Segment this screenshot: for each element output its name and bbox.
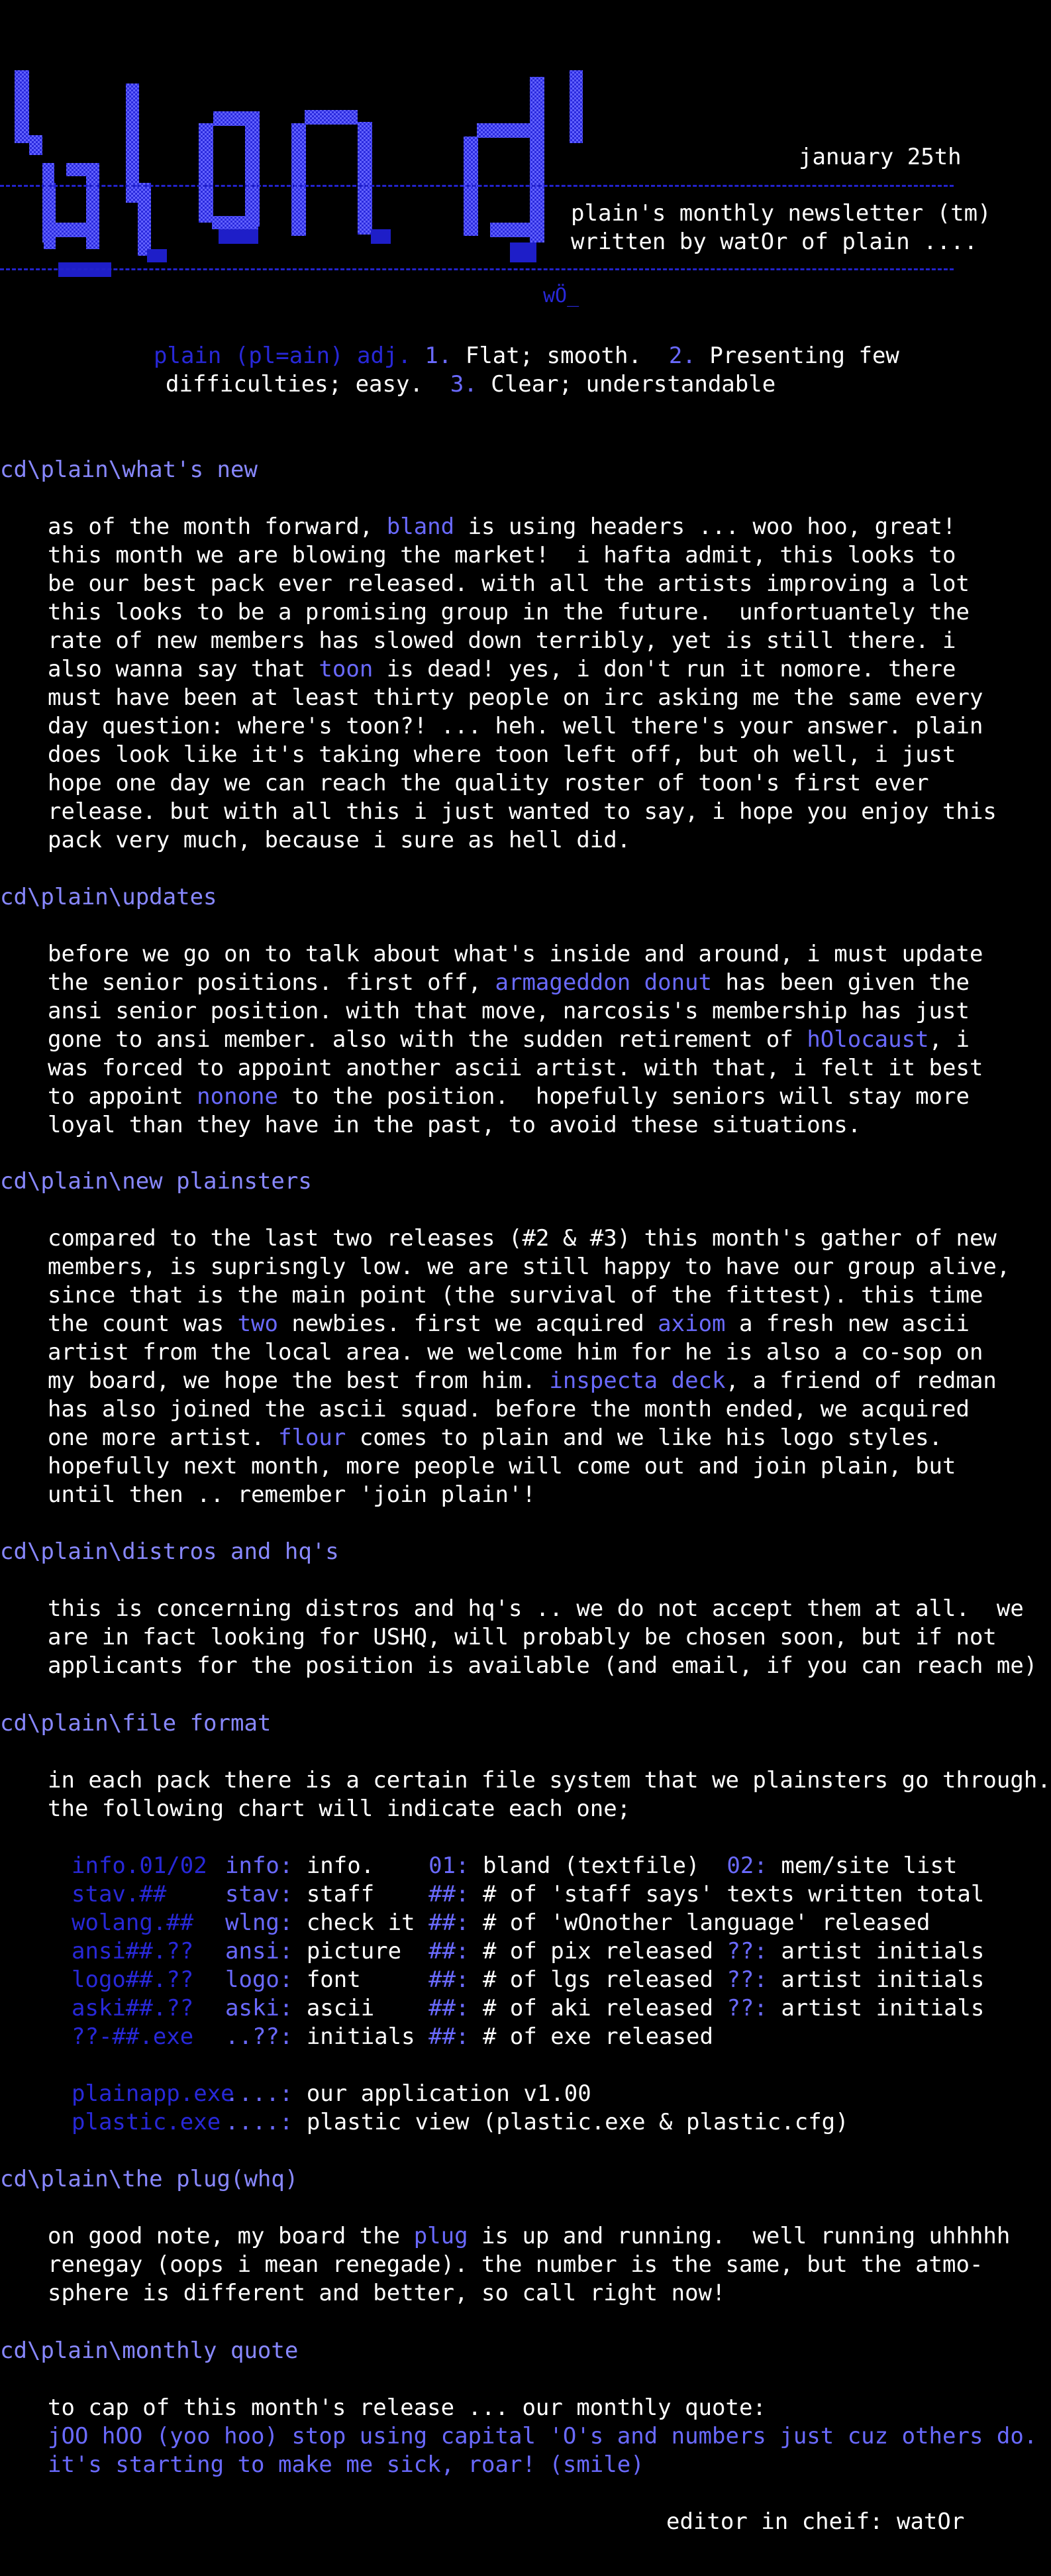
file-pattern [72, 2108, 221, 2137]
new-plainsters-text: has also joined the ascii squad. before the month ended, we acquired [48, 1396, 970, 1422]
new-plainsters-text: until then .. remember 'join plain'! [48, 1481, 536, 1508]
file-format-line [48, 1795, 630, 1823]
new-plainsters-text: , a friend of redman [725, 1368, 997, 1394]
plug-highlight: plug [413, 2223, 468, 2249]
file-code: ??: [726, 1938, 768, 1964]
footer-editor-text: editor in cheif: watOr [666, 2508, 965, 2535]
file-code-desc: # of 'staff says' texts written total [469, 1881, 985, 1907]
file-desc: info. [293, 1852, 429, 1879]
plug-line [48, 2251, 983, 2279]
updates-text: was forced to appoint another ascii artist. with that, i felt it best [48, 1055, 983, 1081]
section-heading-new-plainsters: cd\plain\new plainsters [0, 1168, 312, 1195]
file-key: ....: [225, 2080, 293, 2107]
file-pattern-text: info.01/02 [72, 1852, 207, 1879]
file-format-text: in each pack there is a certain file system that we plainsters go through. [48, 1767, 1051, 1794]
file-code-desc: artist initials [767, 1938, 985, 1964]
whats-new-line [48, 655, 956, 684]
file-code: ##: [428, 1909, 470, 1936]
file-desc: picture [293, 1938, 429, 1964]
plug-text: is up and running. well running uhhhhh [468, 2223, 1011, 2249]
file-desc: our application v1.00 [293, 2080, 591, 2107]
quote-text [48, 2422, 1037, 2451]
updates-text: the senior positions. first off, [48, 969, 495, 996]
newsletter-subtitle: plain's monthly newsletter (tm) [571, 200, 991, 227]
new-plainsters-line [48, 1338, 983, 1367]
updates-text: ansi senior position. with that move, narcosis's membership has just [48, 998, 970, 1024]
updates-text: gone to ansi member. also with the sudden retirement of [48, 1026, 807, 1053]
whats-new-line [48, 570, 970, 598]
file-code-desc: # of pix released [469, 1938, 727, 1964]
whats-new-text: pack very much, because i sure as hell did. [48, 827, 631, 853]
whats-new-text: is using headers ... woo hoo, great! [454, 513, 956, 540]
whats-new-text: rate of new members has slowed down terribly, yet is still there. i [48, 627, 956, 654]
new-plainsters-highlight: two [237, 1311, 278, 1337]
file-desc: plastic view (plastic.exe & plastic.cfg) [293, 2109, 849, 2135]
file-pattern [72, 1966, 193, 1994]
distros-text: applicants for the position is available (and email, if you can reach me) [48, 1652, 1038, 1679]
new-plainsters-text: comes to plain and we like his logo styles. [346, 1424, 943, 1451]
logo-line-bottom [0, 268, 954, 270]
file-pattern [72, 1909, 193, 1937]
whats-new-highlight: toon [319, 656, 374, 682]
whats-new-line [48, 541, 956, 570]
file-code-desc: mem/site list [767, 1852, 958, 1879]
file-desc: staff [293, 1881, 429, 1907]
new-plainsters-text: artist from the local area. we welcome him for he is also a co-sop on [48, 1339, 983, 1366]
whats-new-text: as of the month forward, [48, 513, 387, 540]
definition-term: plain (pl=ain) adj. [154, 343, 411, 369]
whats-new-text: does look like it's taking where toon left off, but oh well, i just [48, 741, 956, 768]
quote-text-2: it's starting to make me sick, roar! (smile) [48, 2451, 644, 2478]
new-plainsters-highlight: inspecta deck [549, 1368, 726, 1394]
file-code: ??: [726, 1995, 768, 2021]
new-plainsters-line [48, 1367, 997, 1395]
new-plainsters-line [48, 1481, 536, 1509]
updates-text: before we go on to talk about what's inside and around, i must update [48, 941, 983, 967]
whats-new-line [48, 513, 956, 541]
definition-line-1: plain (pl=ain) adj. 1. Flat; smooth. 2. Presenting few [154, 343, 899, 369]
quote-intro [48, 2394, 766, 2422]
whats-new-text: must have been at least thirty people on irc asking me the same every [48, 684, 983, 711]
updates-line [48, 940, 983, 969]
file-code: ##: [428, 2023, 470, 2050]
file-code-desc: # of aki released [469, 1995, 727, 2021]
updates-text: to the position. hopefully seniors will stay more [278, 1083, 970, 1110]
section-heading-plug: cd\plain\the plug(whq) [0, 2166, 299, 2192]
file-code-desc: bland (textfile) [469, 1852, 727, 1879]
new-plainsters-text: my board, we hope the best from him. [48, 1368, 550, 1394]
section-heading-whats-new: cd\plain\what's new [0, 456, 258, 483]
new-plainsters-text: compared to the last two releases (#2 & #3) this month's gather of new [48, 1225, 997, 1252]
section-heading-updates: cd\plain\updates [0, 884, 217, 910]
section-heading-file-format: cd\plain\file format [0, 1710, 272, 1737]
file-format-row [225, 1966, 984, 1994]
file-pattern [72, 2023, 193, 2051]
new-plainsters-highlight: flour [278, 1424, 346, 1451]
new-plainsters-text: newbies. first we acquired [278, 1311, 658, 1337]
plug-text: renegay (oops i mean renegade). the number is the same, but the atmo- [48, 2251, 983, 2278]
file-format-row [225, 1852, 957, 1880]
file-code: 01: [428, 1852, 470, 1879]
updates-line [48, 969, 970, 997]
file-code: 02: [726, 1852, 768, 1879]
file-format-line [48, 1766, 1051, 1795]
bland-logo [0, 64, 596, 315]
footer-editor [666, 2508, 964, 2536]
distros-line [48, 1595, 1024, 1623]
distros-text: this is concerning distros and hq's .. we do not accept them at all. we [48, 1595, 1024, 1622]
new-plainsters-text: members, is suprisngly low. we are still happy to have our group alive, [48, 1254, 1011, 1280]
updates-text: has been given the [712, 969, 970, 996]
whats-new-text: day question: where's toon?! ... heh. well there's your answer. plain [48, 713, 983, 739]
whats-new-text: hope one day we can reach the quality roster of toon's first ever [48, 770, 929, 796]
whats-new-line [48, 598, 970, 627]
file-key: ..??: [225, 2023, 293, 2050]
plug-line [48, 2222, 1010, 2251]
logo-tag: wÖ_ [543, 284, 579, 307]
distros-line [48, 1652, 1037, 1680]
file-pattern-text: ??-##.exe [72, 2023, 194, 2050]
whats-new-text: is dead! yes, i don't run it nomore. there [373, 656, 956, 682]
whats-new-line [48, 741, 956, 769]
whats-new-line [48, 627, 956, 655]
file-key: stav: [225, 1881, 293, 1907]
updates-text: to appoint [48, 1083, 197, 1110]
updates-highlight: armageddon donut [495, 969, 713, 996]
file-key: ....: [225, 2109, 293, 2135]
file-pattern-text: plastic.exe [72, 2109, 221, 2135]
new-plainsters-text: one more artist. [48, 1424, 278, 1451]
new-plainsters-highlight: axiom [658, 1311, 726, 1337]
new-plainsters-text: since that is the main point (the survival of the fittest). this time [48, 1282, 983, 1309]
whats-new-text: release. but with all this i just wanted to say, i hope you enjoy this [48, 798, 997, 825]
file-pattern-text: logo##.?? [72, 1966, 194, 1993]
file-pattern-text: aski##.?? [72, 1995, 194, 2021]
new-plainsters-text: hopefully next month, more people will come out and join plain, but [48, 1453, 956, 1479]
updates-text: loyal than they have in the past, to avoid these situations. [48, 1112, 862, 1138]
section-heading-distros: cd\plain\distros and hq's [0, 1538, 339, 1565]
whats-new-text: also wanna say that [48, 656, 319, 682]
new-plainsters-line [48, 1310, 970, 1338]
whats-new-highlight: bland [386, 513, 455, 540]
updates-highlight: hOlocaust [807, 1026, 929, 1053]
new-plainsters-line [48, 1395, 970, 1424]
file-format-text: the following chart will indicate each one; [48, 1796, 631, 1822]
updates-line [48, 1111, 861, 1140]
new-plainsters-text: a fresh new ascii [725, 1311, 970, 1337]
file-code-desc: artist initials [767, 1966, 985, 1993]
file-code-desc: # of lgs released [469, 1966, 727, 1993]
new-plainsters-line [48, 1424, 942, 1452]
distros-text: are in fact looking for USHQ, will probably be chosen soon, but if not [48, 1624, 997, 1650]
file-format-extra [225, 2108, 849, 2137]
file-desc: font [293, 1966, 429, 1993]
file-format-row [225, 1909, 930, 1937]
plug-text: on good note, my board the [48, 2223, 414, 2249]
whats-new-line [48, 769, 929, 798]
file-key: ansi: [225, 1938, 293, 1964]
updates-line [48, 1083, 970, 1111]
whats-new-line [48, 798, 997, 826]
updates-text: , i [928, 1026, 970, 1053]
file-pattern [72, 1937, 193, 1966]
file-code: ##: [428, 1966, 470, 1993]
logo-line-top [0, 185, 954, 187]
file-format-row [225, 2023, 713, 2051]
file-pattern-text: wolang.## [72, 1909, 194, 1936]
file-desc: initials [293, 2023, 429, 2050]
file-pattern [72, 1880, 166, 1909]
file-code: ##: [428, 1995, 470, 2021]
file-code-desc: artist initials [767, 1995, 985, 2021]
file-key: info: [225, 1852, 293, 1879]
new-plainsters-line [48, 1253, 1010, 1281]
file-pattern [72, 1852, 207, 1880]
distros-line [48, 1623, 997, 1652]
file-code: ##: [428, 1938, 470, 1964]
whats-new-line [48, 826, 630, 855]
plug-line [48, 2279, 726, 2308]
quote-text [48, 2451, 644, 2479]
file-pattern-text: ansi##.?? [72, 1938, 194, 1964]
file-pattern-text: stav.## [72, 1881, 167, 1907]
whats-new-text: be our best pack ever released. with all the artists improving a lot [48, 570, 970, 597]
issue-date: january 25th [799, 144, 962, 170]
file-format-row [225, 1880, 984, 1909]
plug-text: sphere is different and better, so call right now! [48, 2280, 726, 2306]
whats-new-line [48, 684, 983, 712]
file-format-extra [225, 2080, 591, 2108]
newsletter-author: written by watOr of plain .... [571, 229, 978, 255]
file-code: ??: [726, 1966, 768, 1993]
definition-line-2: difficulties; easy. 3. Clear; understandable [166, 371, 776, 398]
new-plainsters-line [48, 1224, 997, 1253]
whats-new-text: this looks to be a promising group in the future. unfortuantely the [48, 599, 970, 625]
file-desc: check it [293, 1909, 429, 1936]
file-key: aski: [225, 1995, 293, 2021]
whats-new-text: this month we are blowing the market! i hafta admit, this looks to [48, 542, 956, 568]
file-pattern [72, 1994, 193, 2023]
file-code-desc: # of 'wOnother language' released [469, 1909, 930, 1936]
new-plainsters-line [48, 1452, 956, 1481]
file-code-desc: # of exe released [469, 2023, 713, 2050]
file-key: wlng: [225, 1909, 293, 1936]
new-plainsters-text: the count was [48, 1311, 238, 1337]
file-pattern-text: plainapp.exe [72, 2080, 234, 2107]
updates-line [48, 1054, 983, 1083]
file-pattern [72, 2080, 234, 2108]
quote-text-1: jOO hOO (yoo hoo) stop using capital 'O's and numbers just cuz others do. [48, 2423, 1038, 2449]
quote-intro-text: to cap of this month's release ... our monthly quote: [48, 2394, 766, 2421]
updates-line [48, 1026, 970, 1054]
file-format-row [225, 1937, 984, 1966]
updates-line [48, 997, 970, 1026]
section-heading-quote: cd\plain\monthly quote [0, 2337, 299, 2364]
file-format-row [225, 1994, 984, 2023]
file-desc: ascii [293, 1995, 429, 2021]
whats-new-line [48, 712, 983, 741]
new-plainsters-line [48, 1281, 983, 1310]
file-code: ##: [428, 1881, 470, 1907]
file-key: logo: [225, 1966, 293, 1993]
updates-highlight: nonone [197, 1083, 278, 1110]
